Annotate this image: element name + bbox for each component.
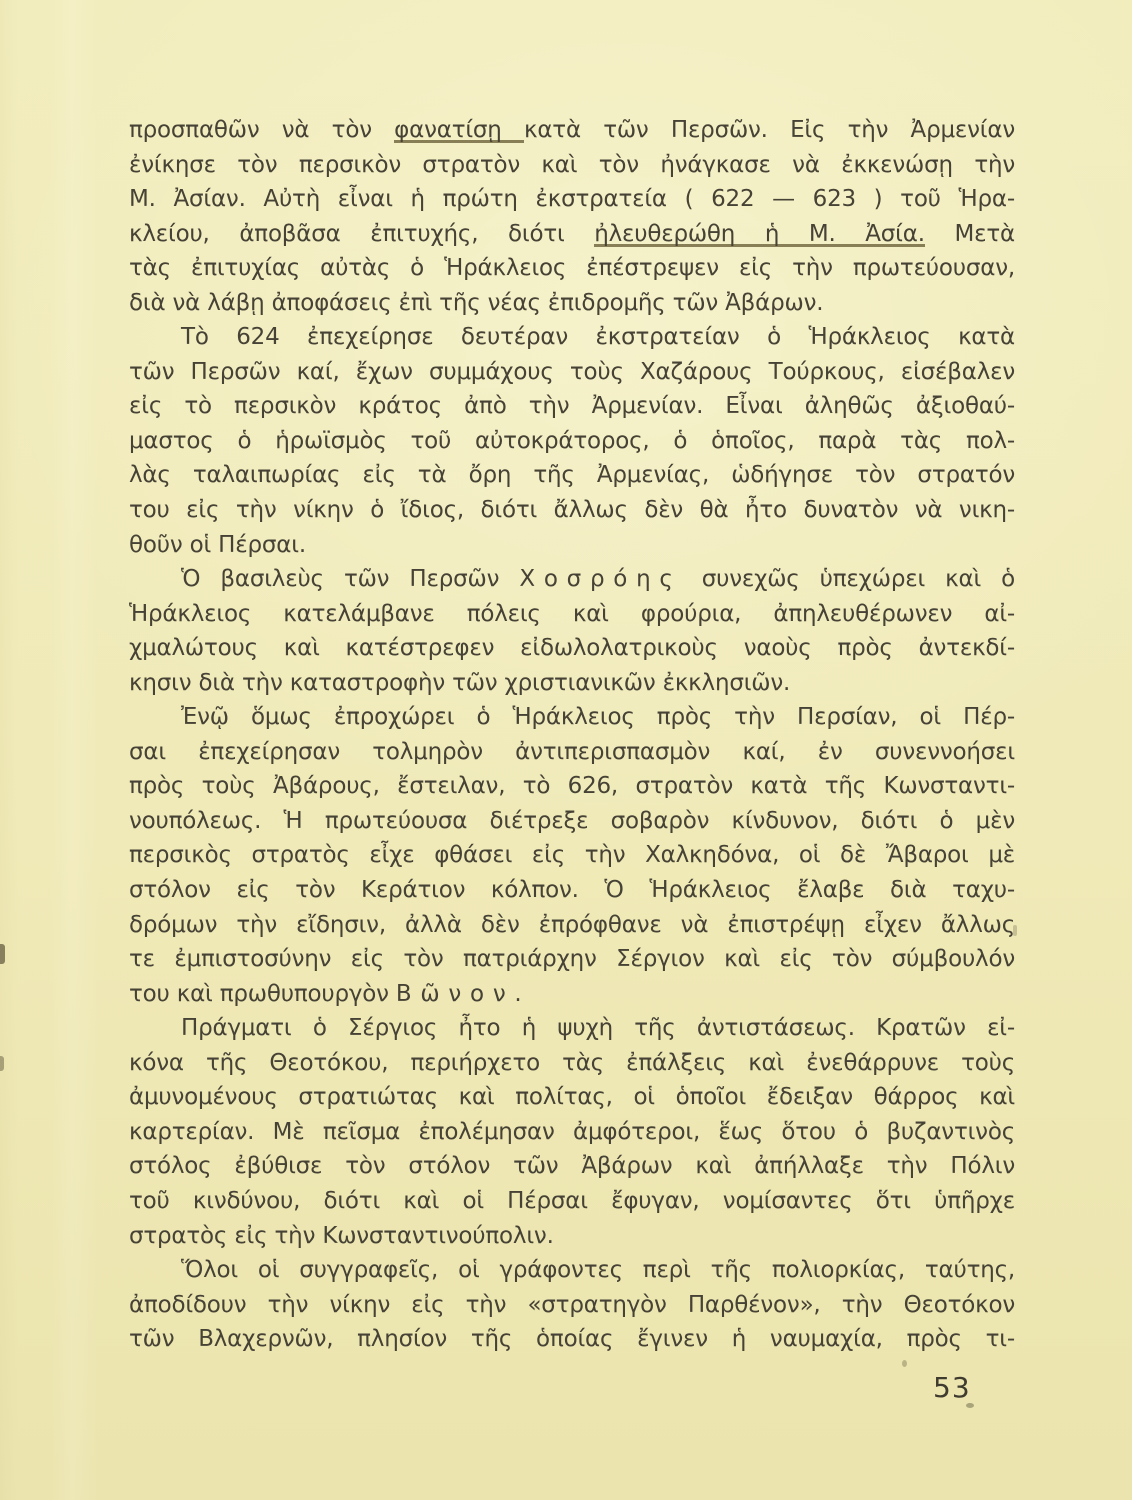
text-run: δρόμων τὴν εἴδησιν, ἀλλὰ δὲν ἐπρόφθανε νὰ ἐπιστρέψῃ εἶχεν ἄλλως bbox=[129, 911, 1015, 938]
page-number: 53 bbox=[933, 1371, 971, 1404]
text-line bbox=[129, 942, 1015, 977]
text-run: Ὁ βασιλεὺς τῶν Περσῶν bbox=[181, 566, 520, 593]
text-run: τῶν Περσῶν καί, ἔχων συμμάχους τοὺς Χαζάρους Τούρκους, εἰσέβαλεν bbox=[129, 358, 1015, 385]
text-line bbox=[129, 562, 1015, 597]
text-line bbox=[129, 148, 1015, 183]
text-run: ἐνίκησε τὸν περσικὸν στρατὸν καὶ τὸν ἠνάγκασε νὰ ἐκκενώσῃ τὴν bbox=[129, 151, 1015, 178]
text-line bbox=[129, 286, 1015, 321]
text-line bbox=[129, 424, 1015, 459]
text-run: στρατὸς εἰς τὴν Κωνσταντινούπολιν. bbox=[129, 1222, 554, 1249]
text-line bbox=[129, 1011, 1015, 1046]
underlined-text: ἠλευθερώθη ἡ Μ. Ἀσία. bbox=[594, 220, 925, 247]
text-line bbox=[129, 251, 1015, 286]
text-run: διὰ νὰ λάβῃ ἀποφάσεις ἐπὶ τῆς νέας ἐπιδρομῆς τῶν Ἀβάρων. bbox=[129, 289, 824, 316]
text-line bbox=[129, 631, 1015, 666]
text-line bbox=[129, 528, 1015, 563]
text-run: τε ἐμπιστοσύνην εἰς τὸν πατριάρχην Σέργιον καὶ εἰς τὸν σύμβουλόν bbox=[129, 946, 1015, 973]
text-line bbox=[129, 493, 1015, 528]
text-run: σαι ἐπεχείρησαν τολμηρὸν ἀντιπερισπασμὸν καί, ἐν συνεννοήσει bbox=[129, 738, 1015, 765]
scan-artifact bbox=[0, 944, 5, 964]
text-run: τὰς ἐπιτυχίας αὐτὰς ὁ Ἡράκλειος ἐπέστρεψεν εἰς τὴν πρωτεύουσαν, bbox=[129, 255, 1015, 282]
text-run: θοῦν οἱ Πέρσαι. bbox=[129, 531, 306, 558]
text-line bbox=[129, 1322, 1015, 1357]
text-line bbox=[129, 1115, 1015, 1150]
text-line bbox=[129, 838, 1015, 873]
text-run: εἰς τὸ περσικὸν κράτος ἀπὸ τὴν Ἀρμενίαν. Εἶναι ἀληθῶς ἀξιοθαύ- bbox=[129, 393, 1015, 420]
text-run: του καὶ πρωθυπουργὸν bbox=[129, 980, 396, 1007]
text-line bbox=[129, 1080, 1015, 1115]
text-line bbox=[129, 769, 1015, 804]
text-run: κόνα τῆς Θεοτόκου, περιήρχετο τὰς ἐπάλξεις καὶ ἐνεθάρρυνε τοὺς bbox=[129, 1049, 1015, 1076]
text-run: περσικὸς στρατὸς εἶχε φθάσει εἰς τὴν Χαλκηδόνα, οἱ δὲ Ἄβαροι μὲ bbox=[129, 842, 1015, 869]
scan-artifact bbox=[0, 1056, 4, 1071]
text-run: Πράγματι ὁ Σέργιος ἦτο ἡ ψυχὴ τῆς ἀντιστάσεως. Κρατῶν εἰ- bbox=[181, 1015, 1015, 1042]
letterspaced-name: Χοσρόης bbox=[519, 566, 682, 593]
text-line bbox=[129, 735, 1015, 770]
page-text bbox=[129, 113, 1015, 1357]
text-run: λὰς ταλαιπωρίας εἰς τὰ ὄρη τῆς Ἀρμενίας, ὡδήγησε τὸν στρατόν bbox=[129, 462, 1015, 489]
text-run: κησιν διὰ τὴν καταστροφὴν τῶν χριστιανικῶν ἐκκλησιῶν. bbox=[129, 669, 791, 696]
letterspaced-name: Βῶνον. bbox=[395, 980, 531, 1007]
text-run: ἀποδίδουν τὴν νίκην εἰς τὴν «στρατηγὸν Παρθένον», τὴν Θεοτόκον bbox=[129, 1291, 1015, 1318]
text-run: Ἐνῷ ὅμως ἐπροχώρει ὁ Ἡράκλειος πρὸς τὴν Περσίαν, οἱ Πέρ- bbox=[181, 704, 1015, 731]
text-run: στόλος ἐβύθισε τὸν στόλον τῶν Ἀβάρων καὶ ἀπήλλαξε τὴν Πόλιν bbox=[129, 1153, 1015, 1180]
text-line bbox=[129, 1046, 1015, 1081]
text-line bbox=[129, 1184, 1015, 1219]
text-line bbox=[129, 113, 1015, 148]
text-line bbox=[129, 182, 1015, 217]
text-run: κλείου, ἀποβᾶσα ἐπιτυχής, διότι bbox=[129, 220, 595, 247]
text-run: ἀμυνομένους στρατιώτας καὶ πολίτας, οἱ ὁποῖοι ἔδειξαν θάρρος καὶ bbox=[129, 1084, 1015, 1111]
text-run: τῶν Βλαχερνῶν, πλησίον τῆς ὁποίας ἔγινεν ἡ ναυμαχία, πρὸς τι- bbox=[129, 1326, 1015, 1353]
text-run: κατὰ τῶν Περσῶν. Εἰς τὴν Ἀρμενίαν bbox=[523, 117, 1015, 143]
text-run: Ἡράκλειος κατελάμβανε πόλεις καὶ φρούρια, ἀπηλευθέρωνεν αἰ- bbox=[129, 600, 1015, 627]
text-run: μαστος ὁ ἡρωϊσμὸς τοῦ αὐτοκράτορος, ὁ ὁποῖος, παρὰ τὰς πολ- bbox=[129, 427, 1015, 454]
text-line bbox=[129, 977, 1015, 1012]
text-line bbox=[129, 1288, 1015, 1323]
text-line bbox=[129, 666, 1015, 701]
underlined-text: φανατίσῃ bbox=[394, 117, 524, 143]
text-line bbox=[129, 804, 1015, 839]
text-run: χμαλώτους καὶ κατέστρεφεν εἰδωλολατρικοὺς ναοὺς πρὸς ἀντεκδί- bbox=[129, 635, 1015, 662]
text-run: καρτερίαν. Μὲ πεῖσμα ἐπολέμησαν ἀμφότεροι, ἕως ὅτου ὁ βυζαντινὸς bbox=[129, 1118, 1015, 1145]
text-line bbox=[129, 1219, 1015, 1254]
text-line bbox=[129, 1253, 1015, 1288]
text-run: του εἰς τὴν νίκην ὁ ἴδιος, διότι ἄλλως δὲν θὰ ἦτο δυνατὸν νὰ νικη- bbox=[129, 497, 1015, 524]
text-line bbox=[129, 873, 1015, 908]
text-run: στόλον εἰς τὸν Κεράτιον κόλπον. Ὁ Ἡράκλειος ἔλαβε διὰ ταχυ- bbox=[129, 877, 1015, 904]
text-line bbox=[129, 389, 1015, 424]
text-line bbox=[129, 320, 1015, 355]
text-run: Μ. Ἀσίαν. Αὐτὴ εἶναι ἡ πρώτη ἐκστρατεία ( 622 — 623 ) τοῦ Ἡρα- bbox=[129, 186, 1015, 213]
text-run: Ὅλοι οἱ συγγραφεῖς, οἱ γράφοντες περὶ τῆς πολιορκίας, ταύτης, bbox=[181, 1257, 1015, 1284]
text-line bbox=[129, 597, 1015, 632]
text-run: τοῦ κινδύνου, διότι καὶ οἱ Πέρσαι ἔφυγαν, νομίσαντες ὅτι ὑπῆρχε bbox=[129, 1187, 1015, 1214]
text-line bbox=[129, 1149, 1015, 1184]
text-run: προσπαθῶν νὰ τὸν bbox=[129, 117, 395, 143]
text-line bbox=[129, 908, 1015, 943]
text-run: Μετὰ bbox=[924, 220, 1015, 247]
text-run: συνεχῶς ὑπεχώρει καὶ ὁ bbox=[681, 566, 1015, 593]
text-run: νουπόλεως. Ἡ πρωτεύουσα διέτρεξε σοβαρὸν κίνδυνον, διότι ὁ μὲν bbox=[129, 807, 1015, 834]
text-line bbox=[129, 217, 1015, 252]
text-line bbox=[129, 355, 1015, 390]
text-run: Τὸ 624 ἐπεχείρησε δευτέραν ἐκστρατείαν ὁ Ἡράκλειος κατὰ bbox=[181, 324, 1015, 351]
text-line bbox=[129, 458, 1015, 493]
text-run: πρὸς τοὺς Ἀβάρους, ἔστειλαν, τὸ 626, στρατὸν κατὰ τῆς Κωνσταντι- bbox=[129, 773, 1015, 800]
text-line bbox=[129, 700, 1015, 735]
scan-artifact bbox=[902, 1360, 907, 1367]
